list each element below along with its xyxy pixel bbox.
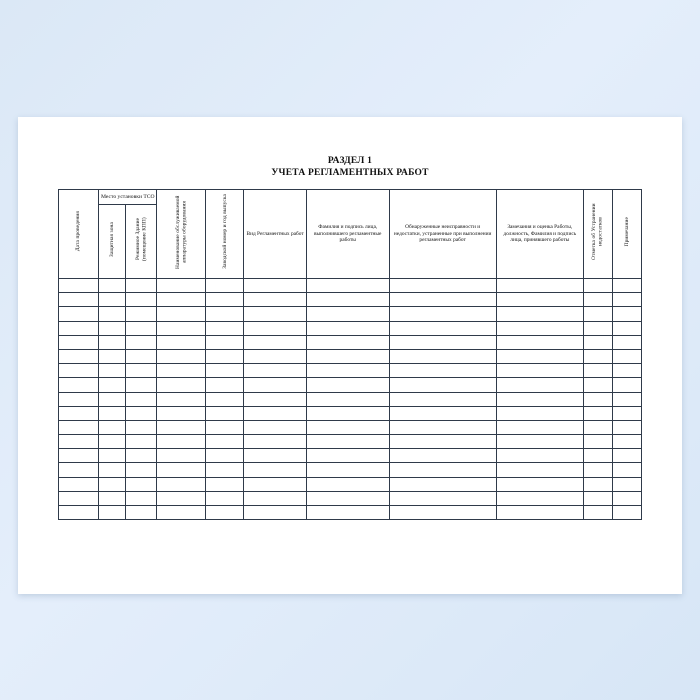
table-cell-notes[interactable] (612, 477, 641, 491)
table-row[interactable] (59, 364, 642, 378)
table-cell-remarks-grade[interactable] (496, 406, 583, 420)
header-cell-date (59, 190, 99, 279)
header-label-factory-number: Заводской номер и год выпуска (221, 194, 228, 269)
header-cell-factory-number (206, 190, 244, 279)
table-cell-factory-number[interactable] (206, 477, 244, 491)
table-cell-faults-found[interactable] (389, 378, 496, 392)
table-cell-notes[interactable] (612, 321, 641, 335)
table-cell-factory-number[interactable] (206, 378, 244, 392)
table-cell-protected-zone[interactable] (99, 463, 126, 477)
table-cell-defects-removal-mark[interactable] (583, 335, 612, 349)
table-cell-faults-found[interactable] (389, 506, 496, 520)
table-cell-defects-removal-mark[interactable] (583, 463, 612, 477)
header-cell-defects-removal-mark (583, 190, 612, 279)
table-cell-work-type[interactable] (244, 435, 307, 449)
page-title (58, 155, 642, 179)
title-line-2: УЧЕТА РЕГЛАМЕНТНЫХ РАБОТ (271, 168, 429, 178)
document-sheet (18, 117, 682, 594)
table-cell-faults-found[interactable] (389, 449, 496, 463)
table-row[interactable] (59, 349, 642, 363)
table-cell-performer-signature[interactable] (306, 293, 389, 307)
regulation-works-table (58, 189, 642, 520)
table-cell-notes[interactable] (612, 491, 641, 505)
table-cell-protected-zone[interactable] (99, 435, 126, 449)
table-cell-defects-removal-mark[interactable] (583, 321, 612, 335)
table-cell-performer-signature[interactable] (306, 378, 389, 392)
header-label-defects-removal-mark: Отметка об Устранении недостатков (591, 203, 604, 260)
table-cell-date[interactable] (59, 463, 99, 477)
table-cell-notes[interactable] (612, 335, 641, 349)
table-cell-remarks-grade[interactable] (496, 449, 583, 463)
table-cell-faults-found[interactable] (389, 392, 496, 406)
table-cell-notes[interactable] (612, 506, 641, 520)
table-cell-rezhimnoe-zdanie[interactable] (126, 349, 157, 363)
table-cell-work-type[interactable] (244, 449, 307, 463)
header-cell-faults-found (389, 190, 496, 279)
table-cell-performer-signature[interactable] (306, 406, 389, 420)
table-cell-performer-signature[interactable] (306, 491, 389, 505)
table-cell-work-type[interactable] (244, 349, 307, 363)
table-cell-defects-removal-mark[interactable] (583, 392, 612, 406)
table-cell-factory-number[interactable] (206, 293, 244, 307)
table-row[interactable] (59, 449, 642, 463)
table-cell-work-type[interactable] (244, 321, 307, 335)
table-cell-protected-zone[interactable] (99, 378, 126, 392)
table-cell-performer-signature[interactable] (306, 349, 389, 363)
table-cell-factory-number[interactable] (206, 506, 244, 520)
table-cell-factory-number[interactable] (206, 321, 244, 335)
table-cell-equipment-name[interactable] (157, 307, 206, 321)
table-cell-faults-found[interactable] (389, 364, 496, 378)
title-line-1: РАЗДЕЛ 1 (327, 156, 373, 166)
header-cell-notes (612, 190, 641, 279)
table-cell-rezhimnoe-zdanie[interactable] (126, 279, 157, 293)
table-cell-performer-signature[interactable] (306, 506, 389, 520)
table-cell-faults-found[interactable] (389, 349, 496, 363)
table-cell-rezhimnoe-zdanie[interactable] (126, 364, 157, 378)
table-cell-equipment-name[interactable] (157, 279, 206, 293)
table-cell-notes[interactable] (612, 378, 641, 392)
table-cell-rezhimnoe-zdanie[interactable] (126, 491, 157, 505)
table-cell-faults-found[interactable] (389, 279, 496, 293)
table-cell-remarks-grade[interactable] (496, 491, 583, 505)
table-cell-date[interactable] (59, 392, 99, 406)
table-cell-defects-removal-mark[interactable] (583, 378, 612, 392)
header-label-date: Дата проведения (75, 211, 82, 252)
table-body (59, 279, 642, 520)
table-cell-performer-signature[interactable] (306, 477, 389, 491)
table-cell-equipment-name[interactable] (157, 364, 206, 378)
table-cell-rezhimnoe-zdanie[interactable] (126, 420, 157, 434)
table-cell-defects-removal-mark[interactable] (583, 477, 612, 491)
table-cell-protected-zone[interactable] (99, 364, 126, 378)
table-row[interactable] (59, 420, 642, 434)
table-cell-protected-zone[interactable] (99, 406, 126, 420)
table-cell-remarks-grade[interactable] (496, 463, 583, 477)
table-cell-remarks-grade[interactable] (496, 349, 583, 363)
table-cell-defects-removal-mark[interactable] (583, 364, 612, 378)
table-cell-performer-signature[interactable] (306, 335, 389, 349)
table-group-header-row (59, 190, 642, 205)
table-cell-rezhimnoe-zdanie[interactable] (126, 293, 157, 307)
header-label-remarks-grade: Замечания и оценка Работы, должность, Фамилия и подпись лица, принявшего работы (503, 224, 577, 244)
table-cell-rezhimnoe-zdanie[interactable] (126, 506, 157, 520)
table-row[interactable] (59, 307, 642, 321)
table-cell-notes[interactable] (612, 349, 641, 363)
table-cell-protected-zone[interactable] (99, 477, 126, 491)
table-cell-protected-zone[interactable] (99, 506, 126, 520)
table-cell-factory-number[interactable] (206, 463, 244, 477)
table-cell-date[interactable] (59, 435, 99, 449)
table-cell-protected-zone[interactable] (99, 420, 126, 434)
table-cell-remarks-grade[interactable] (496, 506, 583, 520)
table-cell-equipment-name[interactable] (157, 349, 206, 363)
table-cell-rezhimnoe-zdanie[interactable] (126, 406, 157, 420)
table-row[interactable] (59, 293, 642, 307)
table-cell-performer-signature[interactable] (306, 321, 389, 335)
header-group-location: Место установки ТСО (99, 190, 157, 205)
table-cell-performer-signature[interactable] (306, 279, 389, 293)
table-cell-date[interactable] (59, 364, 99, 378)
table-cell-defects-removal-mark[interactable] (583, 435, 612, 449)
table-cell-equipment-name[interactable] (157, 477, 206, 491)
table-cell-faults-found[interactable] (389, 420, 496, 434)
table-cell-work-type[interactable] (244, 293, 307, 307)
table-cell-remarks-grade[interactable] (496, 420, 583, 434)
table-cell-rezhimnoe-zdanie[interactable] (126, 392, 157, 406)
table-head (59, 190, 642, 279)
table-cell-defects-removal-mark[interactable] (583, 420, 612, 434)
table-cell-protected-zone[interactable] (99, 392, 126, 406)
table-cell-date[interactable] (59, 349, 99, 363)
table-cell-factory-number[interactable] (206, 279, 244, 293)
table-cell-protected-zone[interactable] (99, 349, 126, 363)
table-row[interactable] (59, 506, 642, 520)
table-cell-notes[interactable] (612, 420, 641, 434)
table-cell-protected-zone[interactable] (99, 449, 126, 463)
table-cell-remarks-grade[interactable] (496, 378, 583, 392)
table-cell-remarks-grade[interactable] (496, 477, 583, 491)
table-row[interactable] (59, 463, 642, 477)
table-cell-defects-removal-mark[interactable] (583, 279, 612, 293)
table-cell-work-type[interactable] (244, 392, 307, 406)
table-cell-date[interactable] (59, 406, 99, 420)
table-cell-work-type[interactable] (244, 491, 307, 505)
table-cell-defects-removal-mark[interactable] (583, 506, 612, 520)
table-cell-equipment-name[interactable] (157, 435, 206, 449)
table-cell-performer-signature[interactable] (306, 307, 389, 321)
table-cell-protected-zone[interactable] (99, 321, 126, 335)
table-cell-factory-number[interactable] (206, 364, 244, 378)
header-label-equipment-name: Наименование обслуживаемой аппаратуры оборудования (174, 194, 188, 269)
table-row[interactable] (59, 477, 642, 491)
table-cell-notes[interactable] (612, 392, 641, 406)
header-cell-rezhimnoe-zdanie (126, 205, 157, 279)
document-content (58, 155, 642, 520)
table-cell-defects-removal-mark[interactable] (583, 293, 612, 307)
table-cell-notes[interactable] (612, 279, 641, 293)
table-cell-notes[interactable] (612, 307, 641, 321)
table-cell-faults-found[interactable] (389, 477, 496, 491)
header-cell-work-type (244, 190, 307, 279)
table-cell-factory-number[interactable] (206, 335, 244, 349)
table-cell-notes[interactable] (612, 406, 641, 420)
table-cell-rezhimnoe-zdanie[interactable] (126, 449, 157, 463)
table-cell-date[interactable] (59, 477, 99, 491)
table-cell-faults-found[interactable] (389, 335, 496, 349)
header-cell-performer-signature (306, 190, 389, 279)
table-cell-rezhimnoe-zdanie[interactable] (126, 378, 157, 392)
table-cell-equipment-name[interactable] (157, 449, 206, 463)
header-label-protected-zone: Защитная зона (108, 221, 115, 257)
table-cell-protected-zone[interactable] (99, 491, 126, 505)
table-cell-remarks-grade[interactable] (496, 279, 583, 293)
table-cell-equipment-name[interactable] (157, 378, 206, 392)
table-cell-date[interactable] (59, 506, 99, 520)
header-label-work-type: Вид Регламентных работ (246, 230, 304, 237)
header-label-faults-found: Обнаруженные неисправности и недостатки, устраненные при выполнении регламентных работ (393, 224, 492, 244)
table-cell-faults-found[interactable] (389, 463, 496, 477)
table-cell-equipment-name[interactable] (157, 293, 206, 307)
table-cell-rezhimnoe-zdanie[interactable] (126, 307, 157, 321)
table-row[interactable] (59, 321, 642, 335)
table-cell-faults-found[interactable] (389, 491, 496, 505)
table-cell-date[interactable] (59, 279, 99, 293)
table-cell-equipment-name[interactable] (157, 463, 206, 477)
table-cell-date[interactable] (59, 449, 99, 463)
table-row[interactable] (59, 279, 642, 293)
table-cell-factory-number[interactable] (206, 406, 244, 420)
table-cell-remarks-grade[interactable] (496, 364, 583, 378)
header-label-performer-signature: Фамилия и подпись лица, выполнившего регламентные работы (314, 224, 382, 244)
table-cell-protected-zone[interactable] (99, 307, 126, 321)
table-cell-performer-signature[interactable] (306, 449, 389, 463)
table-cell-work-type[interactable] (244, 364, 307, 378)
table-cell-performer-signature[interactable] (306, 435, 389, 449)
table-cell-remarks-grade[interactable] (496, 435, 583, 449)
table-cell-protected-zone[interactable] (99, 335, 126, 349)
table-cell-notes[interactable] (612, 463, 641, 477)
table-cell-equipment-name[interactable] (157, 420, 206, 434)
table-cell-performer-signature[interactable] (306, 463, 389, 477)
table-cell-defects-removal-mark[interactable] (583, 307, 612, 321)
table-row[interactable] (59, 491, 642, 505)
table-cell-defects-removal-mark[interactable] (583, 491, 612, 505)
table-cell-notes[interactable] (612, 435, 641, 449)
table-row[interactable] (59, 335, 642, 349)
header-cell-remarks-grade (496, 190, 583, 279)
table-cell-remarks-grade[interactable] (496, 392, 583, 406)
table-row[interactable] (59, 378, 642, 392)
table-cell-performer-signature[interactable] (306, 392, 389, 406)
table-cell-faults-found[interactable] (389, 406, 496, 420)
table-cell-work-type[interactable] (244, 420, 307, 434)
table-cell-work-type[interactable] (244, 506, 307, 520)
table-cell-date[interactable] (59, 307, 99, 321)
table-row[interactable] (59, 406, 642, 420)
table-cell-rezhimnoe-zdanie[interactable] (126, 435, 157, 449)
header-cell-equipment-name (157, 190, 206, 279)
table-cell-work-type[interactable] (244, 378, 307, 392)
table-cell-work-type[interactable] (244, 335, 307, 349)
table-cell-remarks-grade[interactable] (496, 293, 583, 307)
table-cell-date[interactable] (59, 321, 99, 335)
table-cell-rezhimnoe-zdanie[interactable] (126, 477, 157, 491)
table-cell-factory-number[interactable] (206, 392, 244, 406)
table-cell-rezhimnoe-zdanie[interactable] (126, 335, 157, 349)
table-cell-date[interactable] (59, 335, 99, 349)
table-cell-faults-found[interactable] (389, 307, 496, 321)
table-cell-equipment-name[interactable] (157, 506, 206, 520)
table-cell-work-type[interactable] (244, 307, 307, 321)
table-cell-work-type[interactable] (244, 406, 307, 420)
table-cell-notes[interactable] (612, 449, 641, 463)
table-cell-equipment-name[interactable] (157, 406, 206, 420)
table-cell-date[interactable] (59, 378, 99, 392)
table-cell-equipment-name[interactable] (157, 321, 206, 335)
table-cell-performer-signature[interactable] (306, 420, 389, 434)
table-cell-defects-removal-mark[interactable] (583, 449, 612, 463)
header-label-rezhimnoe-zdanie: Режимное Здание (помещение КПП) (134, 217, 148, 261)
table-cell-rezhimnoe-zdanie[interactable] (126, 463, 157, 477)
table-cell-factory-number[interactable] (206, 349, 244, 363)
table-cell-factory-number[interactable] (206, 420, 244, 434)
table-cell-notes[interactable] (612, 364, 641, 378)
table-cell-faults-found[interactable] (389, 435, 496, 449)
table-cell-rezhimnoe-zdanie[interactable] (126, 321, 157, 335)
table-cell-defects-removal-mark[interactable] (583, 349, 612, 363)
table-cell-factory-number[interactable] (206, 307, 244, 321)
table-cell-faults-found[interactable] (389, 321, 496, 335)
table-cell-date[interactable] (59, 293, 99, 307)
table-cell-protected-zone[interactable] (99, 279, 126, 293)
table-row[interactable] (59, 435, 642, 449)
table-cell-remarks-grade[interactable] (496, 335, 583, 349)
table-cell-equipment-name[interactable] (157, 335, 206, 349)
table-cell-factory-number[interactable] (206, 449, 244, 463)
table-cell-work-type[interactable] (244, 463, 307, 477)
table-cell-protected-zone[interactable] (99, 293, 126, 307)
table-cell-equipment-name[interactable] (157, 491, 206, 505)
table-cell-performer-signature[interactable] (306, 364, 389, 378)
table-cell-defects-removal-mark[interactable] (583, 406, 612, 420)
table-cell-notes[interactable] (612, 293, 641, 307)
table-cell-date[interactable] (59, 420, 99, 434)
header-label-notes: Примечание (623, 216, 630, 247)
table-cell-work-type[interactable] (244, 279, 307, 293)
table-cell-equipment-name[interactable] (157, 392, 206, 406)
table-cell-remarks-grade[interactable] (496, 321, 583, 335)
table-cell-remarks-grade[interactable] (496, 307, 583, 321)
table-cell-factory-number[interactable] (206, 491, 244, 505)
table-cell-work-type[interactable] (244, 477, 307, 491)
header-cell-protected-zone (99, 205, 126, 279)
table-cell-faults-found[interactable] (389, 293, 496, 307)
table-cell-factory-number[interactable] (206, 435, 244, 449)
table-cell-date[interactable] (59, 491, 99, 505)
table-row[interactable] (59, 392, 642, 406)
